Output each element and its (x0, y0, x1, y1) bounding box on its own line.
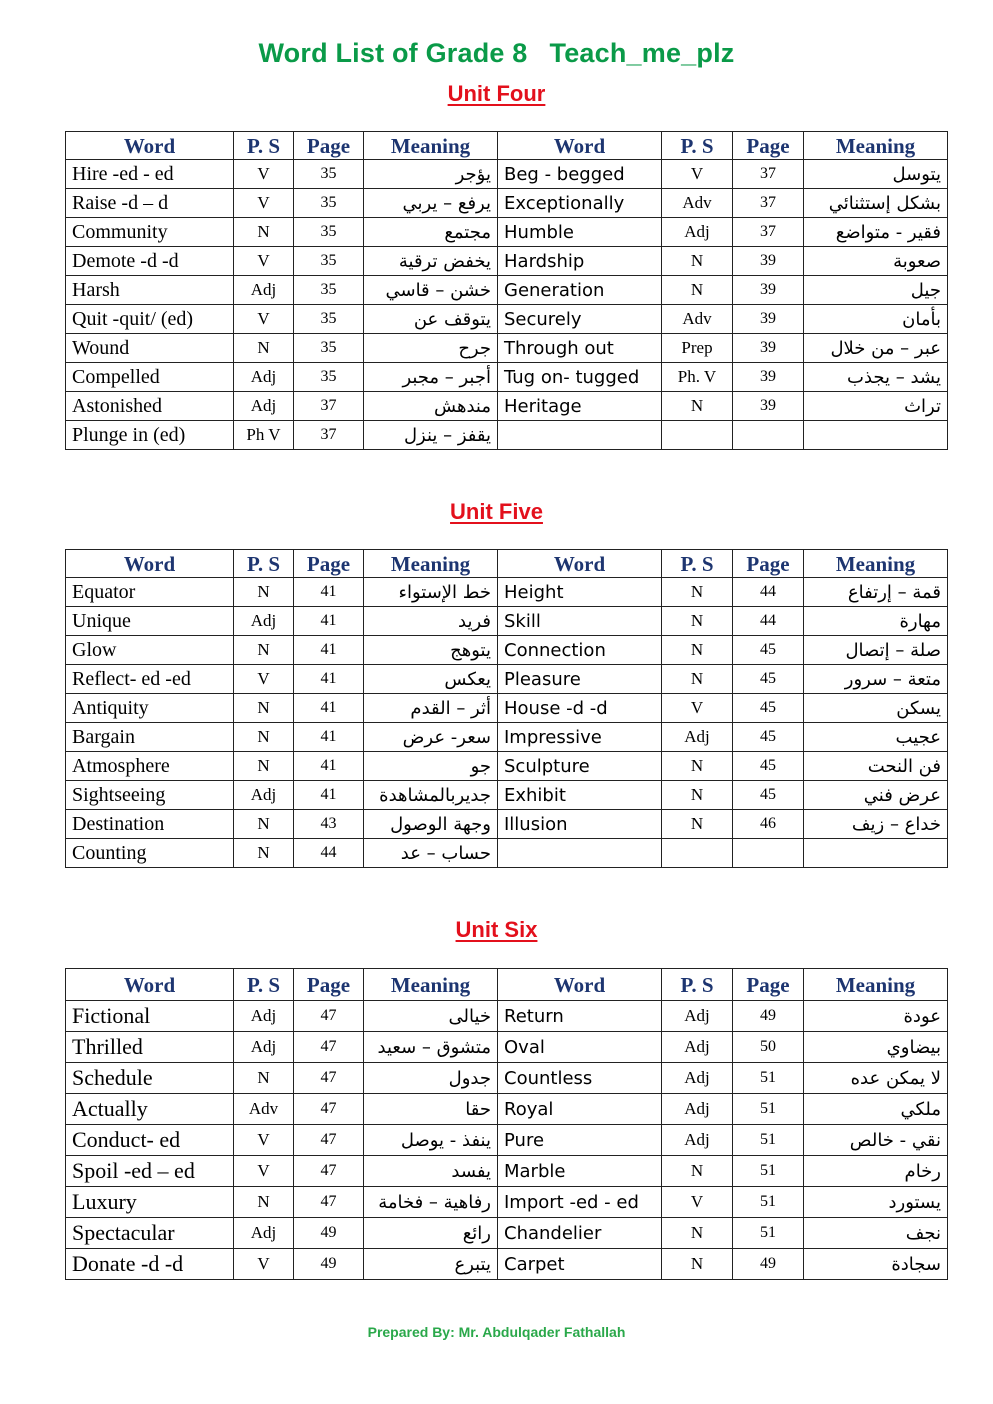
page-cell: 35 (294, 276, 364, 305)
page-cell: 39 (733, 334, 804, 363)
part-of-speech-cell: V (234, 189, 294, 218)
word-cell: Thrilled (66, 1032, 234, 1063)
header-word-left: Word (66, 969, 234, 1001)
meaning-cell: جو (364, 752, 498, 781)
word-cell: Exhibit (498, 781, 662, 810)
page-cell: 41 (294, 578, 364, 607)
header-ps-left: P. S (234, 550, 294, 578)
part-of-speech-cell: N (234, 218, 294, 247)
part-of-speech-cell: V (662, 1187, 733, 1218)
page-cell (733, 421, 804, 450)
page-cell: 47 (294, 1156, 364, 1187)
part-of-speech-cell: Adv (234, 1094, 294, 1125)
meaning-cell: ملكي (804, 1094, 948, 1125)
word-cell: Atmosphere (66, 752, 234, 781)
page-cell: 49 (733, 1001, 804, 1032)
page-cell: 45 (733, 752, 804, 781)
meaning-cell (804, 839, 948, 868)
page-cell: 41 (294, 723, 364, 752)
table-row (66, 781, 948, 810)
meaning-cell: عرض فني (804, 781, 948, 810)
table-row (66, 752, 948, 781)
page-cell: 47 (294, 1187, 364, 1218)
part-of-speech-cell: Adj (662, 1125, 733, 1156)
page-cell: 46 (733, 810, 804, 839)
page-cell: 37 (294, 421, 364, 450)
part-of-speech-cell: N (662, 636, 733, 665)
page-cell: 41 (294, 665, 364, 694)
meaning-cell: تراث (804, 392, 948, 421)
meaning-cell: مندهش (364, 392, 498, 421)
word-cell: Counting (66, 839, 234, 868)
header-ps-right: P. S (662, 132, 733, 160)
part-of-speech-cell: N (234, 334, 294, 363)
meaning-cell: يشد – يجذب (804, 363, 948, 392)
word-cell: Royal (498, 1094, 662, 1125)
word-cell: Spectacular (66, 1218, 234, 1249)
word-cell: Beg - begged (498, 160, 662, 189)
word-cell: Schedule (66, 1063, 234, 1094)
table-row (66, 392, 948, 421)
header-page-right: Page (733, 969, 804, 1001)
meaning-cell: مهارة (804, 607, 948, 636)
meaning-cell: مجتمع (364, 218, 498, 247)
meaning-cell: أثر – القدم (364, 694, 498, 723)
part-of-speech-cell: N (234, 636, 294, 665)
meaning-cell: رائع (364, 1218, 498, 1249)
word-cell: Oval (498, 1032, 662, 1063)
word-cell: Destination (66, 810, 234, 839)
meaning-cell: سجادة (804, 1249, 948, 1280)
word-cell: Community (66, 218, 234, 247)
word-cell: Illusion (498, 810, 662, 839)
part-of-speech-cell: Adj (662, 218, 733, 247)
meaning-cell: فريد (364, 607, 498, 636)
page-cell: 35 (294, 218, 364, 247)
meaning-cell: رفاهية – فخامة (364, 1187, 498, 1218)
header-page-right: Page (733, 132, 804, 160)
part-of-speech-cell: N (234, 1187, 294, 1218)
meaning-cell: يتوسل (804, 160, 948, 189)
meaning-cell: فن النحت (804, 752, 948, 781)
header-meaning-right: Meaning (804, 969, 948, 1001)
meaning-cell: سعر- عرض (364, 723, 498, 752)
meaning-cell: يتوقف عن (364, 305, 498, 334)
table-row (66, 1156, 948, 1187)
header-meaning-left: Meaning (364, 132, 498, 160)
meaning-cell: أجبر – مجبر (364, 363, 498, 392)
table-row (66, 1032, 948, 1063)
meaning-cell: خداع – زيف (804, 810, 948, 839)
meaning-cell: يقفز – ينزل (364, 421, 498, 450)
meaning-cell: جدول (364, 1063, 498, 1094)
table-header-row (66, 132, 948, 160)
page-cell: 51 (733, 1125, 804, 1156)
page-cell: 37 (294, 392, 364, 421)
meaning-cell: خشن – قاسي (364, 276, 498, 305)
page-cell: 39 (733, 392, 804, 421)
header-ps-right: P. S (662, 969, 733, 1001)
table-row (66, 694, 948, 723)
part-of-speech-cell: N (234, 694, 294, 723)
page-cell: 47 (294, 1094, 364, 1125)
word-cell: Bargain (66, 723, 234, 752)
part-of-speech-cell: Prep (662, 334, 733, 363)
footer-credit: Prepared By: Mr. Abdulqader Fathallah (367, 1324, 626, 1340)
page-cell: 41 (294, 752, 364, 781)
meaning-cell: قمة – إرتفاع (804, 578, 948, 607)
meaning-cell: يتوهج (364, 636, 498, 665)
part-of-speech-cell: Adj (662, 1032, 733, 1063)
page-cell: 49 (733, 1249, 804, 1280)
page-cell: 44 (733, 578, 804, 607)
part-of-speech-cell: N (662, 1249, 733, 1280)
page-cell: 39 (733, 305, 804, 334)
table-header-row (66, 969, 948, 1001)
word-cell: Pleasure (498, 665, 662, 694)
page-cell: 47 (294, 1063, 364, 1094)
part-of-speech-cell: N (662, 276, 733, 305)
word-cell: House -d -d (498, 694, 662, 723)
page-cell: 45 (733, 723, 804, 752)
page-cell (733, 839, 804, 868)
meaning-cell: لا يمكن عده (804, 1063, 948, 1094)
header-ps-right: P. S (662, 550, 733, 578)
word-cell: Reflect- ed -ed (66, 665, 234, 694)
title-grade: Word List of Grade 8 (258, 38, 528, 68)
meaning-cell: يسكن (804, 694, 948, 723)
part-of-speech-cell: Adj (234, 363, 294, 392)
header-page-left: Page (294, 132, 364, 160)
header-word-left: Word (66, 550, 234, 578)
page-cell: 49 (294, 1218, 364, 1249)
page-cell: 35 (294, 334, 364, 363)
word-cell: Equator (66, 578, 234, 607)
word-cell: Donate -d -d (66, 1249, 234, 1280)
header-word-right: Word (498, 550, 662, 578)
word-cell: Conduct- ed (66, 1125, 234, 1156)
table-row (66, 189, 948, 218)
part-of-speech-cell: Adj (234, 1218, 294, 1249)
word-cell: Sightseeing (66, 781, 234, 810)
word-cell: Quit -quit/ (ed) (66, 305, 234, 334)
word-cell: Generation (498, 276, 662, 305)
page-cell: 51 (733, 1094, 804, 1125)
word-cell: Exceptionally (498, 189, 662, 218)
part-of-speech-cell: Adv (662, 305, 733, 334)
unit-six-heading: Unit Six (455, 917, 538, 942)
header-word-right: Word (498, 132, 662, 160)
table-row (66, 1218, 948, 1249)
page-cell: 43 (294, 810, 364, 839)
page-cell: 37 (733, 189, 804, 218)
meaning-cell: فقير - متواضع (804, 218, 948, 247)
word-cell: Chandelier (498, 1218, 662, 1249)
meaning-cell: خط الإستواء (364, 578, 498, 607)
header-page-left: Page (294, 969, 364, 1001)
part-of-speech-cell: V (234, 665, 294, 694)
page-cell: 47 (294, 1001, 364, 1032)
page-cell: 47 (294, 1032, 364, 1063)
unit-four-heading: Unit Four (447, 81, 546, 106)
page-cell: 49 (294, 1249, 364, 1280)
page-cell: 35 (294, 247, 364, 276)
word-cell: Antiquity (66, 694, 234, 723)
part-of-speech-cell: N (234, 839, 294, 868)
word-cell (498, 421, 662, 450)
word-cell: Unique (66, 607, 234, 636)
part-of-speech-cell: V (662, 694, 733, 723)
meaning-cell: صعوبة (804, 247, 948, 276)
page-cell: 45 (733, 781, 804, 810)
table-row (66, 1125, 948, 1156)
page-cell: 39 (733, 276, 804, 305)
header-ps-left: P. S (234, 132, 294, 160)
word-cell: Spoil -ed – ed (66, 1156, 234, 1187)
part-of-speech-cell: Adj (662, 1094, 733, 1125)
part-of-speech-cell: N (234, 723, 294, 752)
page-cell: 45 (733, 665, 804, 694)
word-cell: Astonished (66, 392, 234, 421)
page-cell: 41 (294, 636, 364, 665)
header-meaning-right: Meaning (804, 550, 948, 578)
page-cell: 51 (733, 1187, 804, 1218)
part-of-speech-cell: N (662, 810, 733, 839)
header-meaning-left: Meaning (364, 550, 498, 578)
meaning-cell: يتبرع (364, 1249, 498, 1280)
page-cell: 41 (294, 781, 364, 810)
table-row (66, 1187, 948, 1218)
page-cell: 41 (294, 694, 364, 723)
meaning-cell: بيضاوي (804, 1032, 948, 1063)
table-row (66, 247, 948, 276)
table-header-row (66, 550, 948, 578)
meaning-cell: عودة (804, 1001, 948, 1032)
part-of-speech-cell (662, 421, 733, 450)
meaning-cell: متشوق – سعيد (364, 1032, 498, 1063)
page-cell: 37 (733, 160, 804, 189)
part-of-speech-cell: Ph V (234, 421, 294, 450)
header-word-right: Word (498, 969, 662, 1001)
word-cell: Through out (498, 334, 662, 363)
header-word-left: Word (66, 132, 234, 160)
word-cell: Wound (66, 334, 234, 363)
word-cell: Fictional (66, 1001, 234, 1032)
page-cell: 35 (294, 363, 364, 392)
part-of-speech-cell: N (662, 607, 733, 636)
word-cell: Pure (498, 1125, 662, 1156)
part-of-speech-cell: N (662, 247, 733, 276)
table-row (66, 363, 948, 392)
part-of-speech-cell: V (662, 160, 733, 189)
meaning-cell: جديربالمشاهدة (364, 781, 498, 810)
header-ps-left: P. S (234, 969, 294, 1001)
word-cell (498, 839, 662, 868)
part-of-speech-cell: N (234, 810, 294, 839)
word-cell: Securely (498, 305, 662, 334)
unit-five-heading: Unit Five (450, 499, 543, 524)
table-row (66, 276, 948, 305)
header-meaning-right: Meaning (804, 132, 948, 160)
part-of-speech-cell: N (662, 392, 733, 421)
page-cell: 51 (733, 1063, 804, 1094)
meaning-cell: ينفذ - يوصل (364, 1125, 498, 1156)
table-row (66, 1249, 948, 1280)
word-cell: Connection (498, 636, 662, 665)
meaning-cell: حقا (364, 1094, 498, 1125)
word-cell: Return (498, 1001, 662, 1032)
part-of-speech-cell: N (234, 1063, 294, 1094)
word-cell: Actually (66, 1094, 234, 1125)
meaning-cell: بشكل إستثنائي (804, 189, 948, 218)
part-of-speech-cell: V (234, 160, 294, 189)
part-of-speech-cell: V (234, 305, 294, 334)
meaning-cell: حساب – عد (364, 839, 498, 868)
page-cell: 39 (733, 247, 804, 276)
part-of-speech-cell: N (662, 781, 733, 810)
meaning-cell: يخفض ترقية (364, 247, 498, 276)
word-cell: Raise -d – d (66, 189, 234, 218)
part-of-speech-cell: N (662, 1156, 733, 1187)
meaning-cell: جرح (364, 334, 498, 363)
meaning-cell: صلة – إتصال (804, 636, 948, 665)
meaning-cell: رخام (804, 1156, 948, 1187)
part-of-speech-cell: V (234, 1125, 294, 1156)
table-row (66, 421, 948, 450)
page-cell: 45 (733, 636, 804, 665)
word-cell: Compelled (66, 363, 234, 392)
meaning-cell: بأمان (804, 305, 948, 334)
word-cell: Harsh (66, 276, 234, 305)
part-of-speech-cell: Adj (234, 1032, 294, 1063)
word-cell: Skill (498, 607, 662, 636)
part-of-speech-cell: Adj (234, 781, 294, 810)
part-of-speech-cell: Adj (234, 1001, 294, 1032)
table-row (66, 1094, 948, 1125)
table-row (66, 810, 948, 839)
page-cell: 35 (294, 160, 364, 189)
meaning-cell: يرفع – يربي (364, 189, 498, 218)
word-cell: Plunge in (ed) (66, 421, 234, 450)
word-cell: Demote -d -d (66, 247, 234, 276)
page-cell: 39 (733, 363, 804, 392)
meaning-cell: عجيب (804, 723, 948, 752)
table-row (66, 665, 948, 694)
table-row (66, 1063, 948, 1094)
meaning-cell (804, 421, 948, 450)
word-cell: Countless (498, 1063, 662, 1094)
word-cell: Marble (498, 1156, 662, 1187)
page-cell: 44 (294, 839, 364, 868)
header-meaning-left: Meaning (364, 969, 498, 1001)
page-cell: 35 (294, 189, 364, 218)
meaning-cell: وجهة الوصول (364, 810, 498, 839)
page-cell: 47 (294, 1125, 364, 1156)
table-row (66, 1001, 948, 1032)
word-cell: Humble (498, 218, 662, 247)
title-brand: Teach_me_plz (549, 38, 735, 68)
table-row (66, 636, 948, 665)
part-of-speech-cell: V (234, 247, 294, 276)
table-row (66, 160, 948, 189)
unit-four-table (65, 131, 948, 450)
word-cell: Import -ed - ed (498, 1187, 662, 1218)
table-row (66, 723, 948, 752)
meaning-cell: متعة – سرور (804, 665, 948, 694)
word-cell: Sculpture (498, 752, 662, 781)
meaning-cell: خيالى (364, 1001, 498, 1032)
part-of-speech-cell: V (234, 1249, 294, 1280)
part-of-speech-cell: N (234, 752, 294, 781)
part-of-speech-cell: V (234, 1156, 294, 1187)
header-page-left: Page (294, 550, 364, 578)
part-of-speech-cell: Adj (662, 1001, 733, 1032)
table-row (66, 218, 948, 247)
part-of-speech-cell: Adj (234, 276, 294, 305)
part-of-speech-cell: Adj (662, 1063, 733, 1094)
part-of-speech-cell: N (662, 752, 733, 781)
table-row (66, 839, 948, 868)
unit-five-table (65, 549, 948, 868)
page-cell: 37 (733, 218, 804, 247)
table-row (66, 607, 948, 636)
page-cell: 51 (733, 1156, 804, 1187)
table-row (66, 305, 948, 334)
word-cell: Luxury (66, 1187, 234, 1218)
page-title (0, 38, 993, 69)
word-cell: Glow (66, 636, 234, 665)
meaning-cell: يعكس (364, 665, 498, 694)
header-page-right: Page (733, 550, 804, 578)
meaning-cell: يؤجر (364, 160, 498, 189)
part-of-speech-cell: Ph. V (662, 363, 733, 392)
meaning-cell: يستورد (804, 1187, 948, 1218)
page-cell: 51 (733, 1218, 804, 1249)
meaning-cell: جيل (804, 276, 948, 305)
meaning-cell: عبر – من خلال (804, 334, 948, 363)
page-cell: 41 (294, 607, 364, 636)
page-cell: 44 (733, 607, 804, 636)
word-cell: Heritage (498, 392, 662, 421)
page-cell: 35 (294, 305, 364, 334)
word-cell: Tug on- tugged (498, 363, 662, 392)
word-cell: Impressive (498, 723, 662, 752)
page-cell: 50 (733, 1032, 804, 1063)
part-of-speech-cell: Adj (234, 392, 294, 421)
unit-six-table (65, 968, 948, 1280)
meaning-cell: يفسد (364, 1156, 498, 1187)
part-of-speech-cell: N (234, 578, 294, 607)
table-row (66, 578, 948, 607)
meaning-cell: نجف (804, 1218, 948, 1249)
word-cell: Hardship (498, 247, 662, 276)
part-of-speech-cell: Adv (662, 189, 733, 218)
word-cell: Height (498, 578, 662, 607)
word-cell: Hire -ed - ed (66, 160, 234, 189)
part-of-speech-cell: N (662, 578, 733, 607)
part-of-speech-cell: N (662, 1218, 733, 1249)
page-cell: 45 (733, 694, 804, 723)
part-of-speech-cell: N (662, 665, 733, 694)
part-of-speech-cell: Adj (662, 723, 733, 752)
word-cell: Carpet (498, 1249, 662, 1280)
table-row (66, 334, 948, 363)
meaning-cell: نقي - خالص (804, 1125, 948, 1156)
part-of-speech-cell: Adj (234, 607, 294, 636)
part-of-speech-cell (662, 839, 733, 868)
